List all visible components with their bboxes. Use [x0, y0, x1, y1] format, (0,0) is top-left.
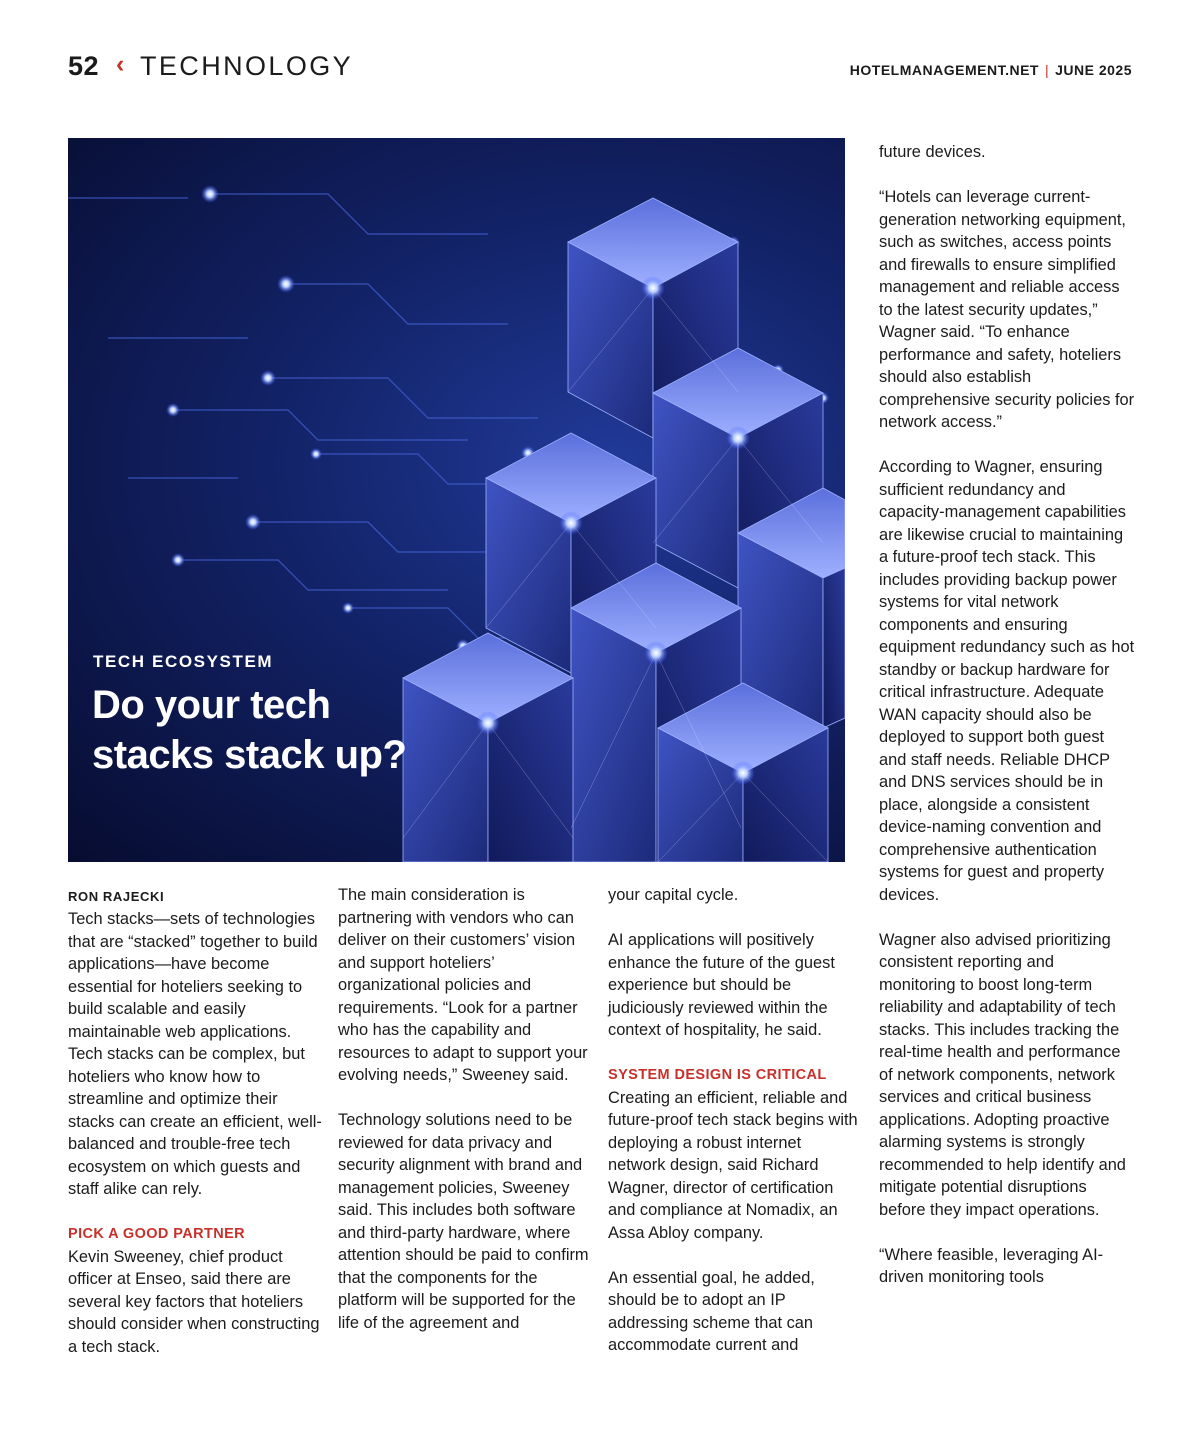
issue-date: JUNE 2025	[1055, 62, 1132, 78]
article-headline: Do your tech stacks stack up?	[92, 683, 407, 777]
masthead-separator: |	[1044, 62, 1050, 78]
paragraph: Kevin Sweeney, chief product officer at Enseo, said there are several key factors that hoteliers should consider when constructing a tech stack.	[68, 1247, 320, 1356]
article-column-2	[338, 884, 593, 1334]
site-name: HOTELMANAGEMENT.NET	[849, 62, 1039, 78]
article-column-3	[608, 884, 863, 1357]
page-number: 52	[68, 51, 100, 81]
paragraph: Wagner also advised prioritizing consistent reporting and monitoring to boost long-term reliability and adaptability of tech stacks. This includes tracking the real-time health and performance of network components, network services and critical business applications. Adopting proactive alarming systems is strongly recommended to help identify and mitigate potential disruptions before they impact operations.	[879, 930, 1126, 1219]
paragraph: An essential goal, he added, should be to adopt an IP addressing scheme that can accommodate current and	[608, 1268, 815, 1354]
paragraph: The main consideration is partnering with vendors who can deliver on their customers’ vision and support hoteliers’ organizational policies and requirements. “Look for a partner who has the capability and resources to adapt to support your evolving needs,” Sweeney said.	[338, 886, 588, 1084]
hero-kicker: TECH ECOSYSTEM	[93, 652, 274, 671]
section-title: TECHNOLOGY	[140, 51, 354, 81]
paragraph: Creating an efficient, reliable and future-proof tech stack begins with deploying a robust internet network design, said Richard Wagner, director of certification and compliance at Nomadix, an Assa Abloy company.	[608, 1088, 858, 1242]
paragraph: “Hotels can leverage current-generation networking equipment, such as switches, access points and firewalls to ensure simplified management and reliable access to the latest security updates,” Wagner said. “To enhance performance and safety, hoteliers should also establish comprehensive security policies for network access.”	[879, 188, 1135, 431]
byline: RON RAJECKI	[68, 889, 165, 904]
paragraph: “Where feasible, leveraging AI-driven monitoring tools	[879, 1245, 1104, 1286]
subhead-system-design: SYSTEM DESIGN IS CRITICAL	[608, 1067, 827, 1083]
paragraph: According to Wagner, ensuring sufficient redundancy and capacity-management capabilities are likewise crucial to maintaining a future-proof tech stack. This includes providing backup power systems for vital network components and ensuring equipment redundancy such as hot standby or backup hardware for critical infrastructure. Adequate WAN capacity should also be deployed to support both guest and staff needs. Reliable DHCP and DNS services should be in place, alongside a consistent device-naming convention and comprehensive authentication systems for guest and property devices.	[879, 458, 1135, 904]
masthead	[850, 62, 1132, 78]
paragraph: your capital cycle.	[608, 886, 739, 904]
paragraph: future devices.	[879, 143, 986, 161]
page-header	[68, 48, 1132, 88]
paragraph: AI applications will positively enhance the future of the guest experience but should be judiciously reviewed within the context of hospitality, he said.	[608, 931, 835, 1039]
article-column-4	[879, 141, 1135, 1289]
paragraph: Technology solutions need to be reviewed for data privacy and security alignment with brand and management policies, Sweeney said. This includes both software and third-party hardware, where attention should be paid to confirm that the components for the platform will be supported for the life of the agreement and	[338, 1111, 589, 1332]
subhead-pick-a-good-partner: PICK A GOOD PARTNER	[68, 1226, 246, 1242]
hero-image	[68, 138, 845, 862]
chevron-left-icon: ‹	[116, 50, 125, 78]
article-column-1	[68, 886, 323, 1358]
paragraph: Tech stacks—sets of technologies that are “stacked” together to build applications—have become essential for hoteliers seeking to build scalable and easily maintainable web applications. Tech stacks can be complex, but hoteliers who know how to streamline and optimize their stacks can create an efficient, well-balanced and trouble-free tech ecosystem on which guests and staff alike can rely.	[68, 910, 322, 1198]
